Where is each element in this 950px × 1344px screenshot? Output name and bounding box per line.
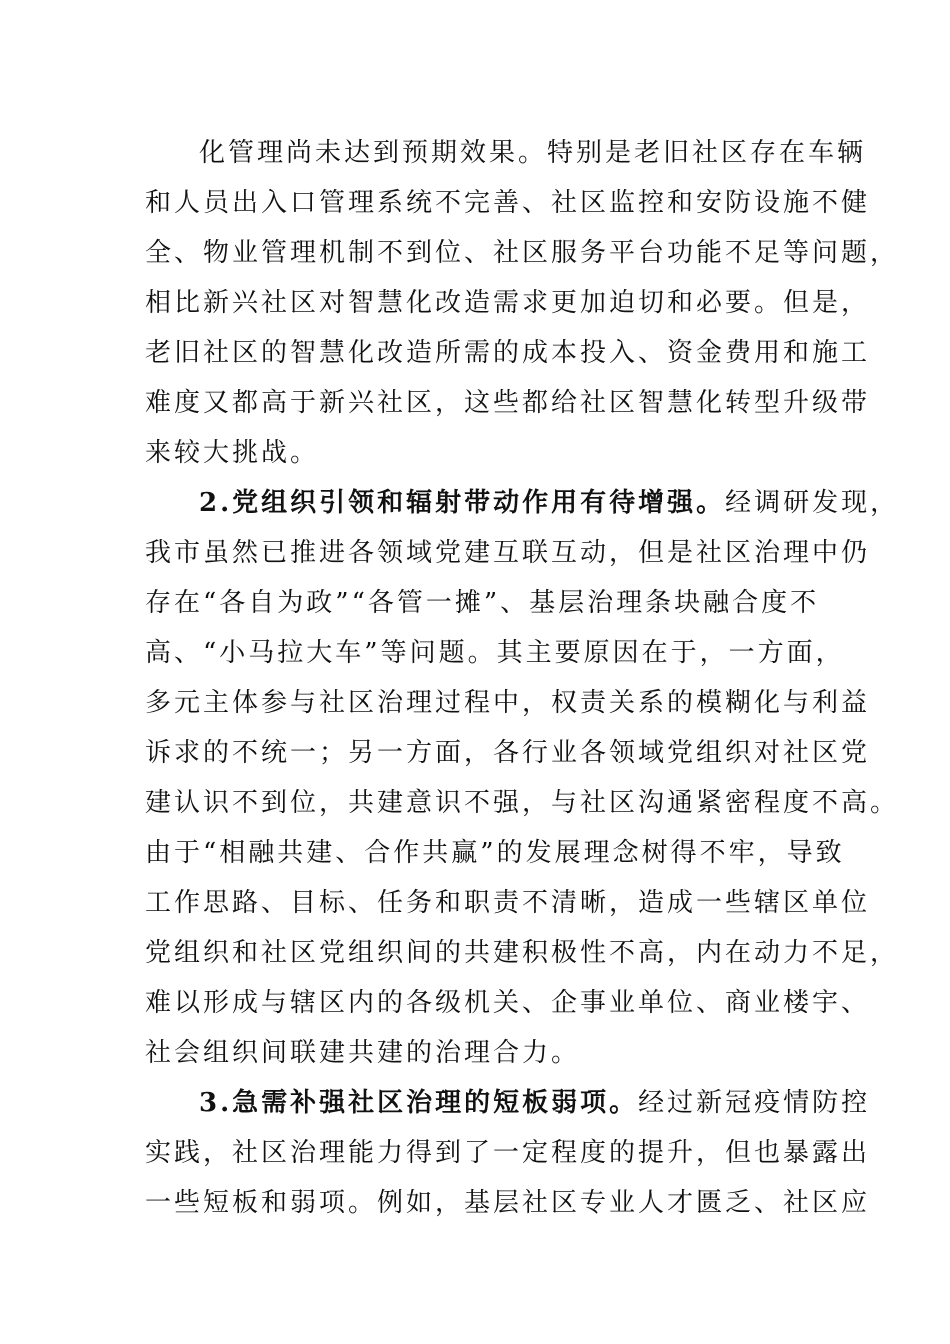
paragraph-line: 建认识不到位，共建意识不强，与社区沟通紧密程度不高。 bbox=[145, 788, 900, 818]
paragraph-line: 诉求的不统一；另一方面，各行业各领域党组织对社区党 bbox=[145, 738, 871, 768]
paragraph-line: 难度又都高于新兴社区，这些都给社区智慧化转型升级带 bbox=[145, 388, 871, 418]
paragraph-first-line bbox=[145, 478, 900, 528]
paragraph-line: 来较大挑战。 bbox=[145, 438, 320, 468]
paragraph-line: 高、“小马拉大车”等问题。其主要原因在于，一方面， bbox=[145, 638, 845, 668]
paragraph-line: 社会组织间联建共建的治理合力。 bbox=[145, 1038, 581, 1068]
paragraph-line: 实践，社区治理能力得到了一定程度的提升，但也暴露出 bbox=[145, 1138, 871, 1168]
paragraph-line: 相比新兴社区对智慧化改造需求更加迫切和必要。但是， bbox=[145, 288, 871, 318]
paragraph-first-line bbox=[145, 1078, 871, 1128]
paragraph-text: 经过新冠疫情防控 bbox=[638, 1088, 871, 1118]
document-body bbox=[145, 128, 900, 1228]
section-heading: 3.急需补强社区治理的短板弱项。 bbox=[199, 1088, 639, 1118]
paragraph-1 bbox=[145, 128, 900, 478]
paragraph-line: 难以形成与辖区内的各级机关、企事业单位、商业楼宇、 bbox=[145, 988, 871, 1018]
paragraph-line: 多元主体参与社区治理过程中，权责关系的模糊化与利益 bbox=[145, 688, 871, 718]
paragraph-line: 全、物业管理机制不到位、社区服务平台功能不足等问题， bbox=[145, 238, 900, 268]
paragraph-2 bbox=[145, 478, 900, 1078]
paragraph-line: 我市虽然已推进各领域党建互联互动，但是社区治理中仍 bbox=[145, 538, 871, 568]
paragraph-line: 存在“各自为政”“各管一摊”、基层治理条块融合度不 bbox=[145, 588, 820, 618]
section-heading: 2.党组织引领和辐射带动作用有待增强。 bbox=[199, 488, 726, 518]
paragraph-line: 化管理尚未达到预期效果。特别是老旧社区存在车辆 bbox=[199, 138, 867, 168]
paragraph-line: 和人员出入口管理系统不完善、社区监控和安防设施不健 bbox=[145, 188, 871, 218]
paragraph-3 bbox=[145, 1078, 871, 1228]
paragraph-line: 一些短板和弱项。例如，基层社区专业人才匮乏、社区应 bbox=[145, 1188, 871, 1218]
paragraph-text: 经调研发现， bbox=[725, 488, 900, 518]
paragraph-line: 老旧社区的智慧化改造所需的成本投入、资金费用和施工 bbox=[145, 338, 871, 368]
paragraph-line: 工作思路、目标、任务和职责不清晰，造成一些辖区单位 bbox=[145, 888, 871, 918]
paragraph-line: 由于“相融共建、合作共赢”的发展理念树得不牢，导致 bbox=[145, 838, 845, 868]
paragraph-line: 党组织和社区党组织间的共建积极性不高，内在动力不足， bbox=[145, 938, 900, 968]
